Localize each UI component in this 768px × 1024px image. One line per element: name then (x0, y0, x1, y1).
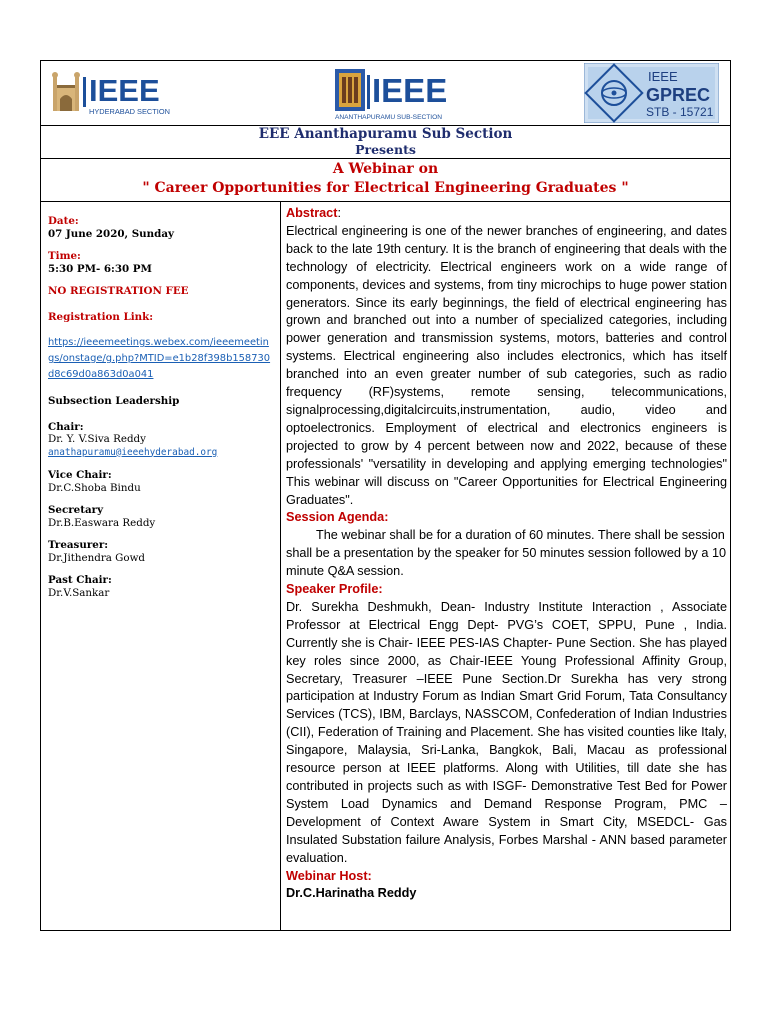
registration-link[interactable]: https://ieeemeetings.webex.com/ieeemeetings/onstage/g.php?MTID=e1b28f398b158730d8c69d0a863d0a041 (48, 337, 271, 380)
details-column (41, 202, 281, 930)
webinar-title: " Career Opportunities for Electrical Engineering Graduates " (142, 180, 629, 196)
presents-label: Presents (355, 142, 416, 157)
ieee-hyderabad-logo (49, 65, 174, 121)
treasurer-name: Dr.Jithendra Gowd (48, 551, 145, 564)
secretary-name: Dr.B.Easwara Reddy (48, 516, 156, 529)
speaker-heading: Speaker Profile: (286, 582, 383, 597)
gprec-label: GPREC (646, 85, 711, 105)
svg-text:IEEE: IEEE (372, 72, 448, 109)
org-title: EEE Ananthapuramu Sub Section (258, 126, 513, 142)
svg-text:IEEE: IEEE (89, 73, 160, 108)
flyer-sheet (40, 60, 731, 931)
vice-chair-name: Dr.C.Shoba Bindu (48, 481, 141, 494)
webinar-label: A Webinar on (332, 161, 439, 177)
logo-row (41, 61, 730, 126)
ananthapuramu-section-label: ANANTHAPURAMU SUB-SECTION (335, 114, 442, 121)
time-label: Time: (48, 250, 81, 262)
content-column: Abstract: Electrical engineering is one of the newer branches of engineering, and dates back to the late 19th century. It is the branch of engineering that deals with the technology of electricity. Electrical engineers work on a wide range of components, devices and systems, from tiny microchips to huge power station generators. Since its early beginnings, the field of electrical engineering has grown and branched out into a number of specialized categories, including power generation and transmission systems, motors, batteries and control systems. Electrical engineering also includes electronics, which has itself branched into an even greater number of sub categories, such as radio frequency (RF)systems, remote sensing, telecommunications, signalprocessing,digitalcircuits,instrumentation, audio, video and optoelectronics. Employment of electrical and electronics engineers is projected to grow by 4 percent between now and 2022, because of these professionals' "versatility in developing and applying emerging technologies" This webinar will discuss on "Career Opportunities for Electrical Engineering Graduates". Session Agenda: The webinar shall be for a duration of 60 minutes. There shall be session shall be a presentation by the speaker for 50 minutes session followed by a 10 minute Q&A session. Speaker Profile: Dr. Surekha Deshmukh, Dean- Industry Institute Interaction , Associate Professor at Electrical Engg Dept- PVG’s COET, SPPU, Pune , India. Currently she is Chair- IEEE PES-IAS Chapter- Pune Section. She has played key roles since 2000, as Chair-IEEE Young Professional Affinity Group, Secretary, Treasurer –IEEE Pune Section.Dr Surekha has very strong participation at Industry Forum as Indian Smart Grid Forum, Tata Consultancy Services (TCS), IBM, Barclays, NASSCOM, Confederation of Indian Industries (CII), Federation of Training and Placement. She has visited counties like Italy, Singapore, Malaysia, Sri-Lanka, Bangkok, Bali, Macau as professional resource person at IEEE platforms. Along with Utilities, till date she has contributed in projects such as with ISGF- Demonstrative Test Bed for Power System Load Dynamics and Demand Response Program, PMC – Development of Context Aware System in Smart City, MSEDCL- Gas Insulated Substation failure Analysis, Forbes Marshal - ANN based parameter evaluation. Webinar Host: Dr.C.Harinatha Reddy (286, 202, 727, 933)
agenda-heading: Session Agenda: (286, 510, 389, 525)
gprec-ieee-label: IEEE (648, 69, 678, 84)
chair-email-link[interactable]: anathapuramu@ieeehyderabad.org (48, 446, 218, 458)
abstract-heading: Abstract (286, 206, 338, 220)
registration-fee: NO REGISTRATION FEE (48, 285, 189, 297)
ieee-ananthapuramu-logo (333, 65, 473, 121)
registration-link-label: Registration Link: (48, 310, 154, 323)
chair-label: Chair: (48, 420, 84, 433)
host-heading: Webinar Host: (286, 868, 372, 883)
chair-name: Dr. Y. V.Siva Reddy (48, 433, 146, 445)
webinar-title-row (41, 159, 730, 202)
time-value: 5:30 PM- 6:30 PM (48, 262, 152, 275)
abstract-text: Electrical engineering is one of the newer branches of engineering, and dates back to the late 19th century. It is the branch of engineering that deals with the technology of electricity. Electrical engineers work on a wide range of components, devices and systems, from tiny microchips to huge power station generators. Since its early beginnings, the field of electrical engineering has grown and branched out into a number of specialized categories, including power generation and transmission systems, motors, batteries and control systems. Electrical engineering also includes electronics, which has itself branched into an even greater number of sub categories, such as radio frequency (RF)systems, remote sensing, telecommunications, signalprocessing,digitalcircuits,instrumentation, audio, video and optoelectronics. Employment of electrical and electronics engineers is projected to grow by 4 percent between now and 2022, because of these professionals' "versatility in developing and applying emerging technologies" This webinar will discuss on "Career Opportunities for Electrical Engineering Graduates". (286, 223, 727, 507)
past-chair-name: Dr.V.Sankar (48, 586, 110, 599)
host-name: Dr.C.Harinatha Reddy (286, 886, 417, 901)
ieee-gprec-logo (584, 63, 719, 123)
date-label: Date: (48, 215, 79, 227)
leadership-heading: Subsection Leadership (48, 395, 180, 407)
past-chair-label: Past Chair: (48, 574, 112, 586)
speaker-text: Dr. Surekha Deshmukh, Dean- Industry Institute Interaction , Associate Professor at Electrical Engg Dept- PVG’s COET, SPPU, Pune , India. Currently she is Chair- IEEE PES-IAS Chapter- Pune Section. She has played key roles since 2000, as Chair-IEEE Young Professional Affinity Group, Secretary, Treasurer –IEEE Pune Section.Dr Surekha has very strong participation at Industry Forum as Indian Smart Grid Forum, Tata Consultancy Services (TCS), IBM, Barclays, NASSCOM, Confederation of Indian Industries (CII), Federation of Training and Placement. She has visited counties like Italy, Singapore, Malaysia, Sri-Lanka, Bangkok, Bali, Macau as professional resource person at IEEE platforms. Along with Utilities, till date she has contributed in projects such as with ISGF- Demonstrative Test Bed for Power System Load Dynamics and Demand Response Program, PMC – Development of Context Aware System in Smart City, MSEDCL- Gas Insulated Substation failure Analysis, Forbes Marshal - ANN based parameter evaluation. (286, 599, 727, 865)
hyderabad-section-label: HYDERABAD SECTION (89, 107, 170, 116)
agenda-text: The webinar shall be for a duration of 60 minutes. There shall be session shall be a presentation by the speaker for 50 minutes session followed by a 10 minute Q&A session. (286, 528, 727, 579)
treasurer-label: Treasurer: (48, 539, 109, 551)
secretary-label: Secretary (48, 504, 104, 516)
gprec-stb-label: STB - 15721 (646, 105, 714, 119)
vice-chair-label: Vice Chair: (48, 469, 112, 481)
title-row (41, 126, 730, 159)
date-value: 07 June 2020, Sunday (48, 227, 174, 240)
